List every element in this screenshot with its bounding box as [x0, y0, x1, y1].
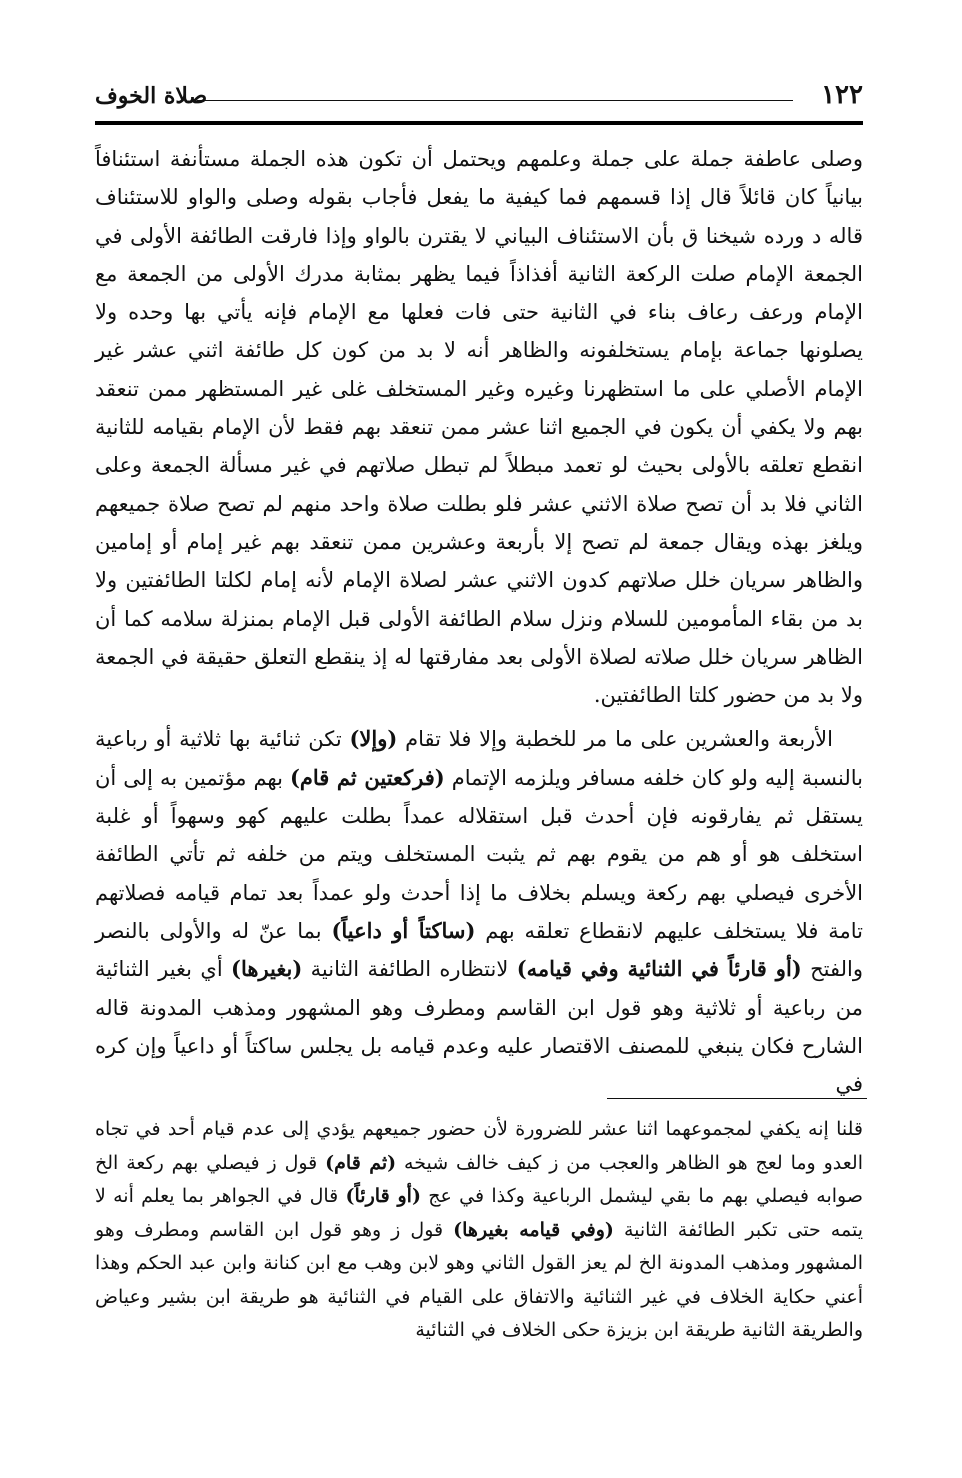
header-dash-line	[197, 100, 793, 101]
running-title: صلاة الخوف	[95, 83, 208, 109]
p2-text-4: بما عنّ له والأولى بالنصر والفتح	[95, 918, 863, 982]
fn-matn-3: (وفي قيامه بغيرها)	[453, 1218, 614, 1241]
p2-matn-2: (فركعتين ثم قام)	[289, 764, 445, 790]
paragraph-1: وصلى عاطفة جملة على جملة وعلمهم ويحتمل أن تكون هذه الجملة مستأنفة استئنافاً بيانياً كان قائلاً قال إذا قسمهم فما كيفية ما يفعل فأجاب بقوله وصلى والواو للاستئناف قاله د ورده شيخنا ق بأن الاستئناف البياني لا يقترن بالواو وإذا فارقت الطائفة الأولى في الجمعة الإمام صلت الركعة الثانية أفذاذاً فيما يظهر بمثابة مدرك الأولى من الجمعة مع الإمام ورعف رعاف بناء في الثانية حتى فات فعلها مع الإمام فإنه يأتي بها وحده ولا يصلونها جماعة بإمام يستخلفونه والظاهر أنه لا بد من كون كل طائفة اثني عشر غير الإمام الأصلي على ما استظهرنا وغيره وغير المستخلف غلى غير المستظهر ممن تنعقد بهم ولا يكفي أن يكون في الجميع اثنا عشر ممن تنعقد بهم فقط لأن الإمام بقيامه للثانية انقطع تعلقه بالأولى بحيث لو تعمد مبطلاً لم تبطل صلاتهم في غير مسألة الجمعة وعلى الثاني فلا بد أن تصح صلاة الاثني عشر فلو بطلت صلاة واحد منهم لم تصح صلاة جميعهم ويلغز بهذه ويقال جمعة لم تصح إلا بأربعة وعشرين ممن تنعقد بهم غير إمام أو إمامين والظاهر سريان خلل صلاتهم كدون الاثني عشر لصلاة الإمام لأنه إمام لكلتا الطائفتين ولا بد من بقاء المأمومين للسلام ونزل سلام الطائفة الأولى قبل الإمام بمنزلة سلامه كما أن الظاهر سريان خلل صلاته لصلاة الأولى بعد مفارقتها له إذ ينقطع التعلق حقيقة في الجمعة ولا بد من حضور كلتا الطائفتين.	[95, 147, 863, 708]
page-header	[95, 78, 863, 118]
paragraph-2	[95, 720, 863, 1103]
p2-text-3: بهم مؤتمين به إلى أن يستقل ثم يفارقونه فإن أحدث قبل استقلاله عمداً بطلت عليهم كهو وسهواً أو غلبة استخلف هو أو هم من يقوم بهم ثم يثبت المستخلف ويتم من خلفه ثم تأتي الطائفة الأخرى فيصلي بهم ركعة ويسلم بخلاف ما إذا أحدث ولو عمداً بعد تمام قيامه فصلاتهم تامة فلا يستخلف عليهم لانقطاع تعلقه بهم	[95, 765, 863, 943]
p2-matn-4: (أو قارئاً في الثنائية وفي قيامه)	[516, 956, 802, 982]
fn-text-2: قول ز فيصلي بهم ركعة الخ صوابه فيصلي بهم ما بقي ليشمل الرباعية وكذا في عج	[95, 1151, 863, 1207]
p2-matn-3: (ساكتاً أو داعياً)	[331, 917, 476, 943]
fn-matn-2: (أو قارئاً)	[345, 1185, 421, 1207]
main-text	[95, 140, 863, 1109]
fn-text-4: قول ز وهو قول ابن القاسم ومطرف وهو المشهور ومذهب المدونة الخ لم يعز القول الثاني وهو لابن وهب مع ابن كنانة وابن عبد الحكم وهذا أعني حكاية الخلاف في غير الثنائية والاتفاق على القيام في الثنائية هو طريقة ابن بشير وعياض والطريقة الثانية طريقة ابن بزيزة حكى الخلاف في الثنائية	[95, 1218, 863, 1341]
p2-text-1: الأربعة والعشرين على ما مر للخطبة وإلا فلا تقام	[397, 727, 833, 752]
footnote-paragraph	[95, 1113, 863, 1348]
fn-matn-1: (ثم قام)	[325, 1151, 397, 1174]
footnote-separator	[607, 1098, 867, 1099]
p2-text-6: أي بغير الثنائية من رباعية أو ثلاثية وهو قول ابن القاسم ومطرف وهو المشهور ومذهب المدونة قاله الشارح فكان ينبغي للمصنف الاقتصار عليه وعدم قيامه بل يجلس ساكتاً أو داعياً وإن كره في	[95, 957, 863, 1097]
header-rule	[95, 121, 863, 125]
p2-text-5: لانتظاره الطائفة الثانية	[302, 957, 517, 982]
p2-matn-1: (وإلا)	[349, 726, 398, 752]
fn-text-1: قلنا إنه يكفي لمجموعهما اثنا عشر للضرورة لأن حضور جميعهم يؤدي إلى عدم قيام أحد في تجاه العدو وما لعج هو الظاهر والعجب من ز كيف خالف شيخه	[95, 1118, 863, 1174]
p2-text-2: تكن ثنائية بها ثلاثية أو رباعية بالنسبة إليه ولو كان خلفه مسافر ويلزمه الإتمام	[95, 727, 864, 790]
fn-text-3: قال في الجواهر بما يعلم أنه لا يتمه حتى تكبر الطائفة الثانية	[95, 1185, 863, 1241]
p2-matn-5: (بغيرها)	[231, 956, 303, 982]
footnote-text	[95, 1113, 863, 1348]
page-number: ١٢٢	[821, 80, 863, 110]
